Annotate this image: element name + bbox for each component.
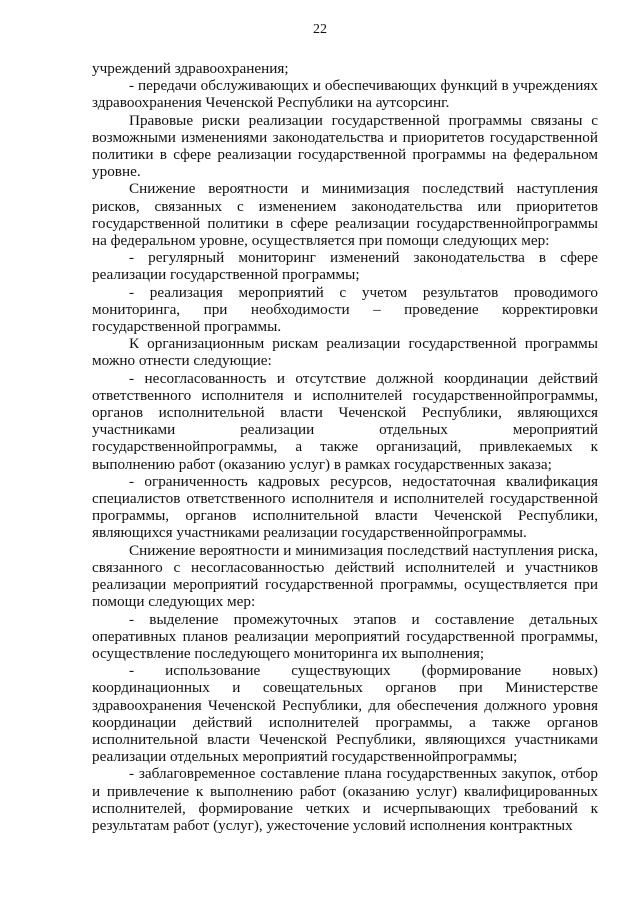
paragraph: К организационным рискам реализации государственной программы можно отнести следующие: bbox=[92, 335, 598, 370]
list-item: - заблаговременное составление плана государственных закупок, отбор и привлечение к выполнению работ (оказанию услуг) квалифицированных исполнителей, формирование четких и исчерпывающих требований к результатам работ (услуг), ужесточение условий исполнения контрактных bbox=[92, 765, 598, 834]
list-item: - регулярный мониторинг изменений законодательства в сфере реализации государственной программы; bbox=[92, 249, 598, 284]
list-item: - выделение промежуточных этапов и составление детальных оперативных планов реализации мероприятий государственной программы, осуществление последующего мониторинга их выполнения; bbox=[92, 610, 598, 662]
list-item: - реализация мероприятий с учетом результатов проводимого мониторинга, при необходимости – проведение корректировки государственной программы. bbox=[92, 283, 598, 336]
paragraph: учреждений здравоохранения; bbox=[92, 60, 289, 77]
list-item: - использование существующих (формирование новых) координационных и совещательных органов при Министерстве здравоохранения Чеченской Республики, для обеспечения должного уровня координации действий исполнителей программы, а также органов исполнительной власти Чеченской Республики, являющихся участниками реализации отдельных мероприятий государственнойпрограммы; bbox=[92, 662, 598, 766]
paragraph: Правовые риски реализации государственной программы связаны с возможными изменениями законодательства и приоритетов государственной политики в сфере реализации государственной программы на федеральном уровне. bbox=[92, 111, 598, 181]
list-item: - передачи обслуживающих и обеспечивающих функций в учреждениях здравоохранения Чеченской Республики на аутсорсинг. bbox=[92, 77, 598, 112]
list-item: - несогласованность и отсутствие должной координации действий ответственного исполнителя и исполнителей государственнойпрограммы, органов исполнительной власти Чеченской Республики, являющихся участниками реализации отдельных мероприятий государственнойпрограммы, а также организаций, привлекаемых к выполнению работ (оказанию услуг) в рамках государственных заказа; bbox=[92, 369, 598, 473]
list-item: - ограниченность кадровых ресурсов, недостаточная квалификация специалистов ответственного исполнителя и исполнителей государственной программы, органов исполнительной власти Чеченской Республики, являющихся участниками реализации государственнойпрограммы. bbox=[92, 472, 598, 542]
document-body bbox=[92, 60, 598, 834]
page-number: 22 bbox=[313, 22, 327, 37]
paragraph: Снижение вероятности и минимизация последствий наступления риска, связанного с несогласованностью действий исполнителей и участников реализации мероприятий государственной программы, осуществляется при помощи следующих мер: bbox=[92, 541, 598, 611]
paragraph: Снижение вероятности и минимизация последствий наступления рисков, связанных с изменением законодательства или приоритетов государственной политики в сфере реализации государственнойпрограммы на федеральном уровне, осуществляется при помощи следующих мер: bbox=[92, 180, 598, 250]
